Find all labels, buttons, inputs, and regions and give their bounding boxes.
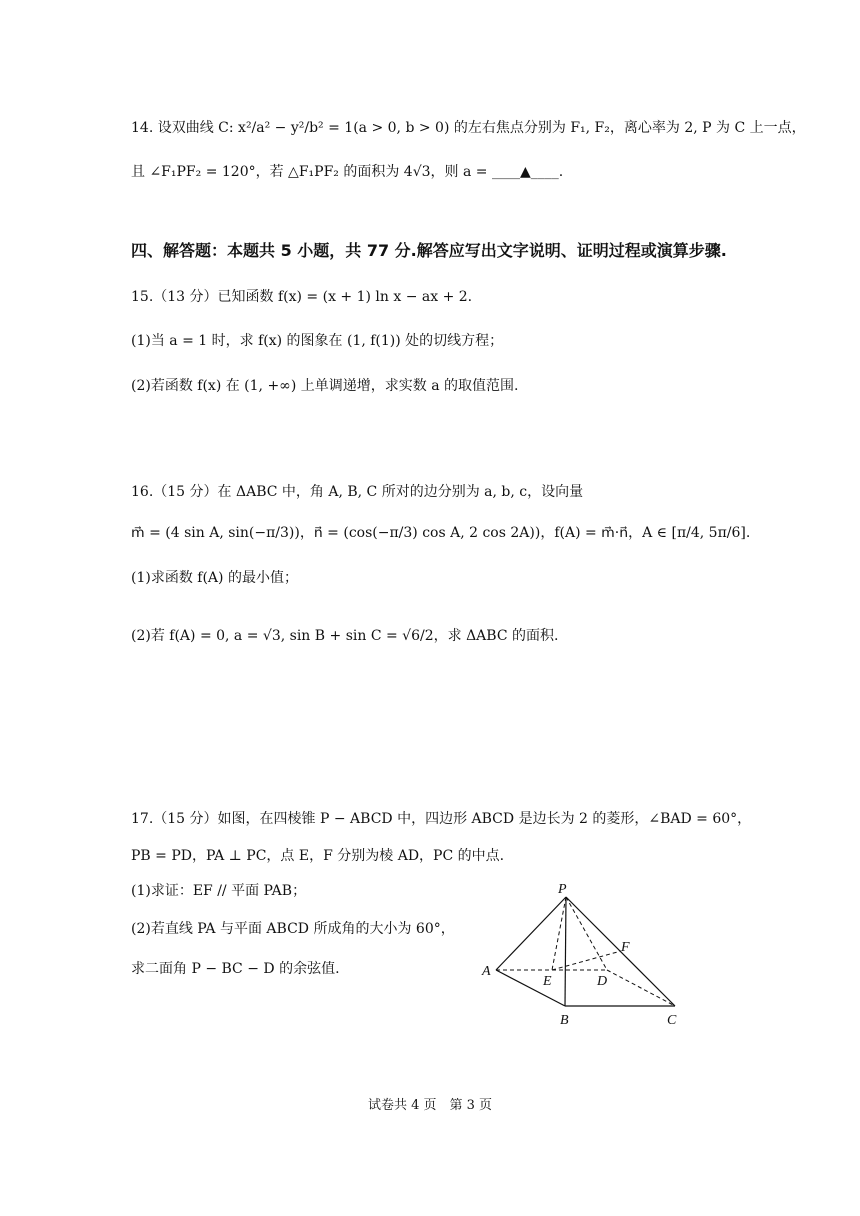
edge-DC-hidden	[607, 970, 675, 1006]
q16-vectors: m⃗ = (4 sin A, sin(−π/3))，n⃗ = (cos(−π/3) cos A, 2 cos 2A))，f(A) = m⃗·n⃗，A ∈ [π/4, 5π/6].	[131, 525, 751, 541]
segment-EF-hidden	[552, 951, 621, 970]
label-D: D	[597, 974, 608, 989]
label-B: B	[560, 1013, 569, 1028]
edge-PB	[565, 897, 566, 1006]
q15-part2: (2)若函数 f(x) 在 (1, +∞) 上单调递增，求实数 a 的取值范围.	[131, 378, 519, 394]
q14-line2: 且 ∠F₁PF₂ = 120°，若 △F₁PF₂ 的面积为 4√3，则 a = ____▲____.	[131, 164, 564, 180]
q17-intro: 17.（15 分）如图，在四棱锥 P − ABCD 中，四边形 ABCD 是边长为 2 的菱形，∠BAD = 60°，	[131, 811, 752, 827]
q17-part2-line1: (2)若直线 PA 与平面 ABCD 所成角的大小为 60°，	[131, 921, 455, 937]
q17-conditions: PB = PD，PA ⊥ PC，点 E，F 分别为棱 AD，PC 的中点.	[131, 848, 505, 864]
label-C: C	[667, 1013, 677, 1028]
q16-part2: (2)若 f(A) = 0, a = √3, sin B + sin C = √6/2，求 ΔABC 的面积.	[131, 628, 559, 644]
edge-AB	[496, 970, 565, 1006]
page-footer: 试卷共 4 页 第 3 页	[367, 1098, 493, 1113]
label-P: P	[558, 882, 567, 897]
q17-part2-line2: 求二面角 P − BC − D 的余弦值.	[131, 961, 340, 977]
edge-PD-hidden	[566, 897, 607, 970]
q16-part1: (1)求函数 f(A) 的最小值；	[131, 570, 298, 586]
label-A: A	[482, 964, 491, 979]
q17-part1: (1)求证：EF // 平面 PAB；	[131, 883, 307, 899]
q14-line1: 14. 设双曲线 C: x²/a² − y²/b² = 1(a > 0, b > 0) 的左右焦点分别为 F₁, F₂，离心率为 2, P 为 C 上一点，	[131, 120, 806, 136]
edge-PA	[496, 897, 566, 970]
segment-PE-hidden	[552, 897, 566, 970]
section-heading: 四、解答题：本题共 5 小题，共 77 分.解答应写出文字说明、证明过程或演算步骤.	[131, 241, 727, 260]
q15-part1: (1)当 a = 1 时，求 f(x) 的图象在 (1, f(1)) 处的切线方程；	[131, 333, 504, 349]
q16-intro: 16.（15 分）在 ΔABC 中，角 A, B, C 所对的边分别为 a, b, c，设向量	[131, 484, 584, 500]
q15-intro: 15.（13 分）已知函数 f(x) = (x + 1) ln x − ax + 2.	[131, 289, 473, 305]
label-F: F	[621, 940, 630, 955]
pyramid-figure	[470, 875, 700, 1035]
label-E: E	[543, 974, 552, 989]
